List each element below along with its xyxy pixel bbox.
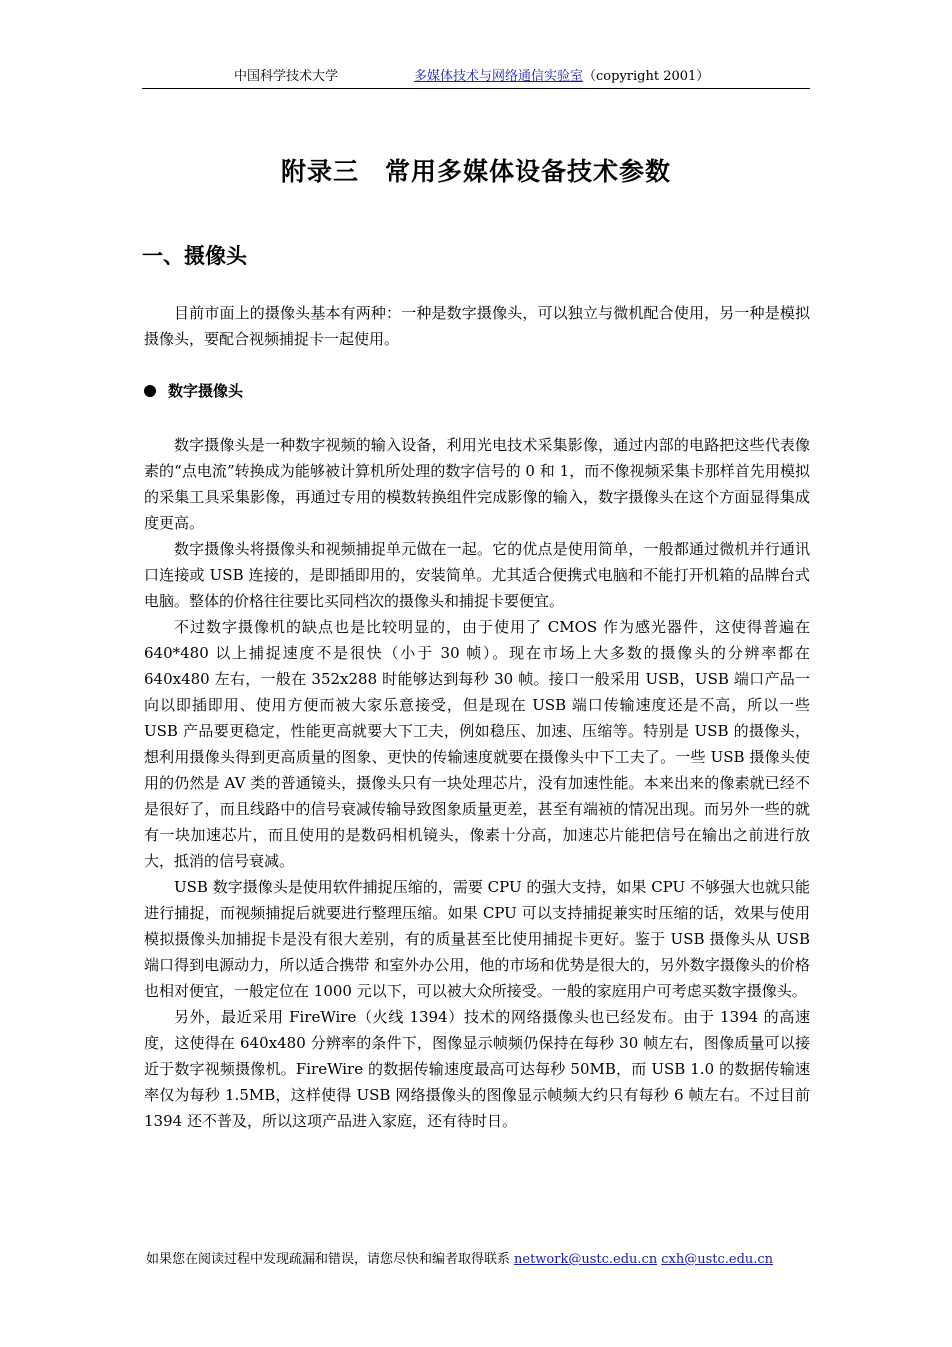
body-text: [144, 432, 810, 1134]
page-title: 附录三 常用多媒体设备技术参数: [280, 157, 671, 186]
header-copyright: （copyright 2001）: [583, 69, 710, 84]
bullet-icon: [144, 385, 156, 397]
email-link[interactable]: network@ustc.edu.cn: [514, 1252, 658, 1267]
paragraph: 不过数字摄像机的缺点也是比较明显的，由于使用了 CMOS 作为感光器件，这使得普遍在 640*480 以上捕捉速度不是很快（小于 30 帧）。现在市场上大多数的摄像头的分辨率都在 640x480 左右，一般在 352x288 时能够达到每秒 30 帧。接口一般采用 USB，USB 端口产品一向以即插即用、使用方便而被大家乐意接受，但是现在 USB 端口传输速度还是不高，所以一些 USB 产品要更稳定，性能更高就要大下工夫，例如稳压、加速、压缩等。特别是 USB 的摄像头，想利用摄像头得到更高质量的图象、更快的传输速度就要在摄像头中下工夫了。一些 USB 摄像头使用的仍然是 AV 类的普通镜头，摄像头只有一块处理芯片，没有加速性能。本来出来的像素就已经不是很好了，而且线路中的信号衰减传输导致图象质量更差，甚至有端祯的情况出现。而另外一些的就有一块加速芯片，而且使用的是数码相机镜头，像素十分高，加速芯片能把信号在输出之前进行放大，抵消的信号衰减。: [144, 618, 810, 870]
header-lab: [414, 66, 709, 88]
paragraph: 数字摄像头将摄像头和视频捕捉单元做在一起。它的优点是使用简单，一般都通过微机并行通讯口连接或 USB 连接的，是即插即用的，安装简单。尤其适合便携式电脑和不能打开机箱的品牌台式电脑。整体的价格往往要比买同档次的摄像头和捕捉卡要便宜。: [144, 540, 810, 610]
paragraph: 另外，最近采用 FireWire（火线 1394）技术的网络摄像头也已经发布。由于 1394 的高速度，这使得在 640x480 分辨率的条件下，图像显示帧频仍保持在每秒 30 帧左右，图像质量可以接近于数字视频摄像机。FireWire 的数据传输速度最高可达每秒 50MB，而 USB 1.0 的数据传输速率仅为每秒 1.5MB，这样使得 USB 网络摄像头的图像显示帧频大约只有每秒 6 帧左右。不过目前 1394 还不普及，所以这项产品进入家庭，还有待时日。: [144, 1008, 810, 1130]
section-heading: 一、摄像头: [142, 243, 247, 268]
lab-link[interactable]: 多媒体技术与网络通信实验室: [414, 69, 584, 84]
page-footer: [146, 1248, 773, 1267]
email-link[interactable]: cxh@ustc.edu.cn: [661, 1252, 774, 1267]
footer-text: 如果您在阅读过程中发现疏漏和错误，请您尽快和编者取得联系: [146, 1252, 511, 1267]
header-org: 中国科学技术大学: [234, 69, 339, 84]
header-rule: [142, 88, 810, 89]
page-header: [142, 66, 810, 88]
subsection-heading-label: 数字摄像头: [168, 382, 244, 400]
subsection-heading: [144, 380, 243, 401]
paragraph: USB 数字摄像头是使用软件捕捉压缩的，需要 CPU 的强大支持，如果 CPU 不够强大也就只能进行捕捉，而视频捕捉后就要进行整理压缩。如果 CPU 可以支持捕捉兼实时压缩的话，效果与使用模拟摄像头加捕捉卡是没有很大差别，有的质量甚至比使用捕捉卡更好。鉴于 USB 摄像头从 USB 端口得到电源动力，所以适合携带 和室外办公用，他的市场和优势是很大的，另外数字摄像头的价格也相对便宜，一般定位在 1000 元以下，可以被大众所接受。一般的家庭用户可考虑买数字摄像头。: [144, 878, 810, 1000]
intro-paragraph: 目前市面上的摄像头基本有两种：一种是数字摄像头，可以独立与微机配合使用，另一种是模拟摄像头，要配合视频捕捉卡一起使用。: [144, 304, 810, 348]
paragraph: 数字摄像头是一种数字视频的输入设备，利用光电技术采集影像，通过内部的电路把这些代表像素的“点电流”转换成为能够被计算机所处理的数字信号的 0 和 1，而不像视频采集卡那样首先用模拟的采集工具采集影像，再通过专用的模数转换组件完成影像的输入，数字摄像头在这个方面显得集成度更高。: [144, 436, 810, 532]
